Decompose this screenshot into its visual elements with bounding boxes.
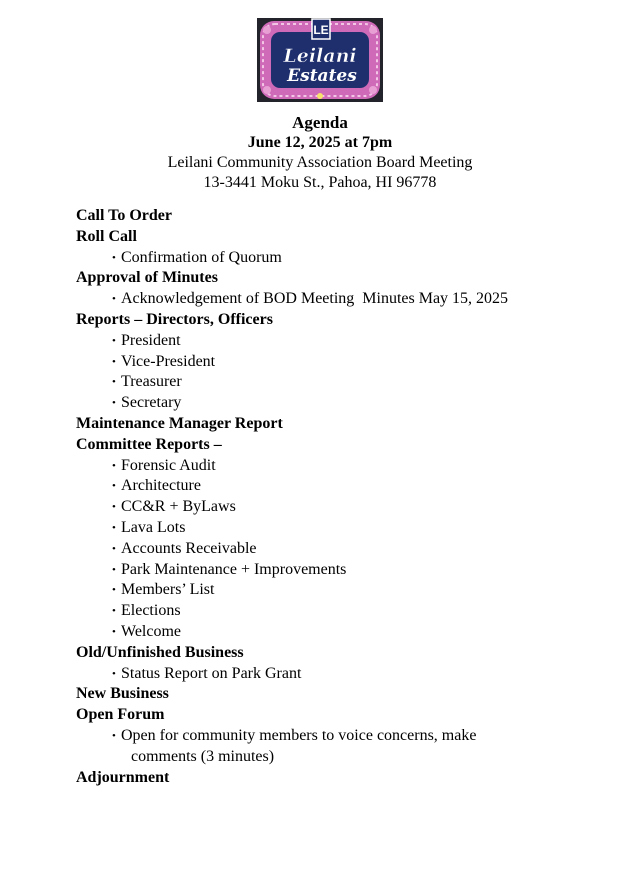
logo-line-2: Estates [287,66,357,86]
item-text: Treasurer [121,373,182,391]
logo-line-1: Leilani [283,45,357,67]
section-roll-call: Roll Call [76,227,137,245]
list-item [76,664,616,685]
list-item [76,497,616,518]
item-text: Forensic Audit [121,456,216,474]
bullet-icon: • [112,625,116,638]
bullet-icon: • [112,480,116,493]
bullet-icon: • [112,584,116,597]
item-text: Welcome [121,622,182,640]
list-item [76,372,616,393]
item-text: Accounts Receivable [121,539,257,557]
section-committee-reports: Committee Reports – [76,435,222,453]
section-reports: Reports – Directors, Officers [76,310,273,328]
agenda-title: Agenda [292,113,348,132]
item-text: CC&R + ByLaws [121,498,236,516]
bullet-icon: • [112,376,116,389]
bullet-icon: • [112,501,116,514]
meeting-name: Leilani Community Association Board Meeting [167,154,473,171]
bullet-icon: • [112,397,116,410]
bullet-icon: • [112,334,116,347]
section-old-business: Old/Unfinished Business [76,643,244,661]
list-item [76,289,616,310]
list-item [76,518,616,539]
item-text: Vice-President [121,352,216,370]
meeting-address: 13-3441 Moku St., Pahoa, HI 96778 [203,174,437,191]
logo-monogram: LE [313,23,329,37]
section-new-business: New Business [76,685,169,703]
item-text [121,726,521,768]
bullet-icon: • [112,293,116,306]
list-item [76,580,616,601]
bullet-icon: • [112,667,116,680]
list-item [76,539,616,560]
agenda-list [76,206,616,788]
bullet-icon: • [112,542,116,555]
section-approval-of-minutes: Approval of Minutes [76,269,218,287]
item-text: Members’ List [121,581,215,599]
item-text-line-1: Open for community members to voice concerns, make [121,726,477,744]
item-text-line-2: comments (3 minutes) [131,747,275,765]
list-item [76,560,616,581]
item-text: President [121,331,181,349]
section-adjournment: Adjournment [76,768,170,786]
list-item [76,331,616,352]
item-text: Confirmation of Quorum [121,248,282,266]
item-text: Park Maintenance + Improvements [121,560,347,578]
item-text: Secretary [121,394,182,412]
list-item [76,726,616,768]
item-text: Architecture [121,477,201,495]
list-item [76,601,616,622]
bullet-icon: • [112,563,116,576]
bullet-icon: • [112,605,116,618]
list-item [76,352,616,373]
meeting-date: June 12, 2025 at 7pm [247,134,393,151]
list-item [76,476,616,497]
section-open-forum: Open Forum [76,706,165,724]
leilani-estates-logo [257,18,383,102]
bullet-icon: • [112,521,116,534]
item-text: Elections [121,602,181,620]
item-text: Lava Lots [121,518,186,536]
section-call-to-order: Call To Order [76,207,173,224]
bullet-icon: • [112,251,116,264]
section-maintenance-report: Maintenance Manager Report [76,414,283,432]
list-item [76,456,616,477]
item-text: Acknowledgement of BOD Meeting Minutes May 15, 2025 [121,290,509,308]
agenda-header [0,113,640,193]
item-text: Status Report on Park Grant [121,664,302,682]
list-item [76,248,616,269]
bullet-icon: • [112,459,116,472]
bullet-icon: • [112,729,116,742]
list-item [76,393,616,414]
list-item [76,622,616,643]
bullet-icon: • [112,355,116,368]
